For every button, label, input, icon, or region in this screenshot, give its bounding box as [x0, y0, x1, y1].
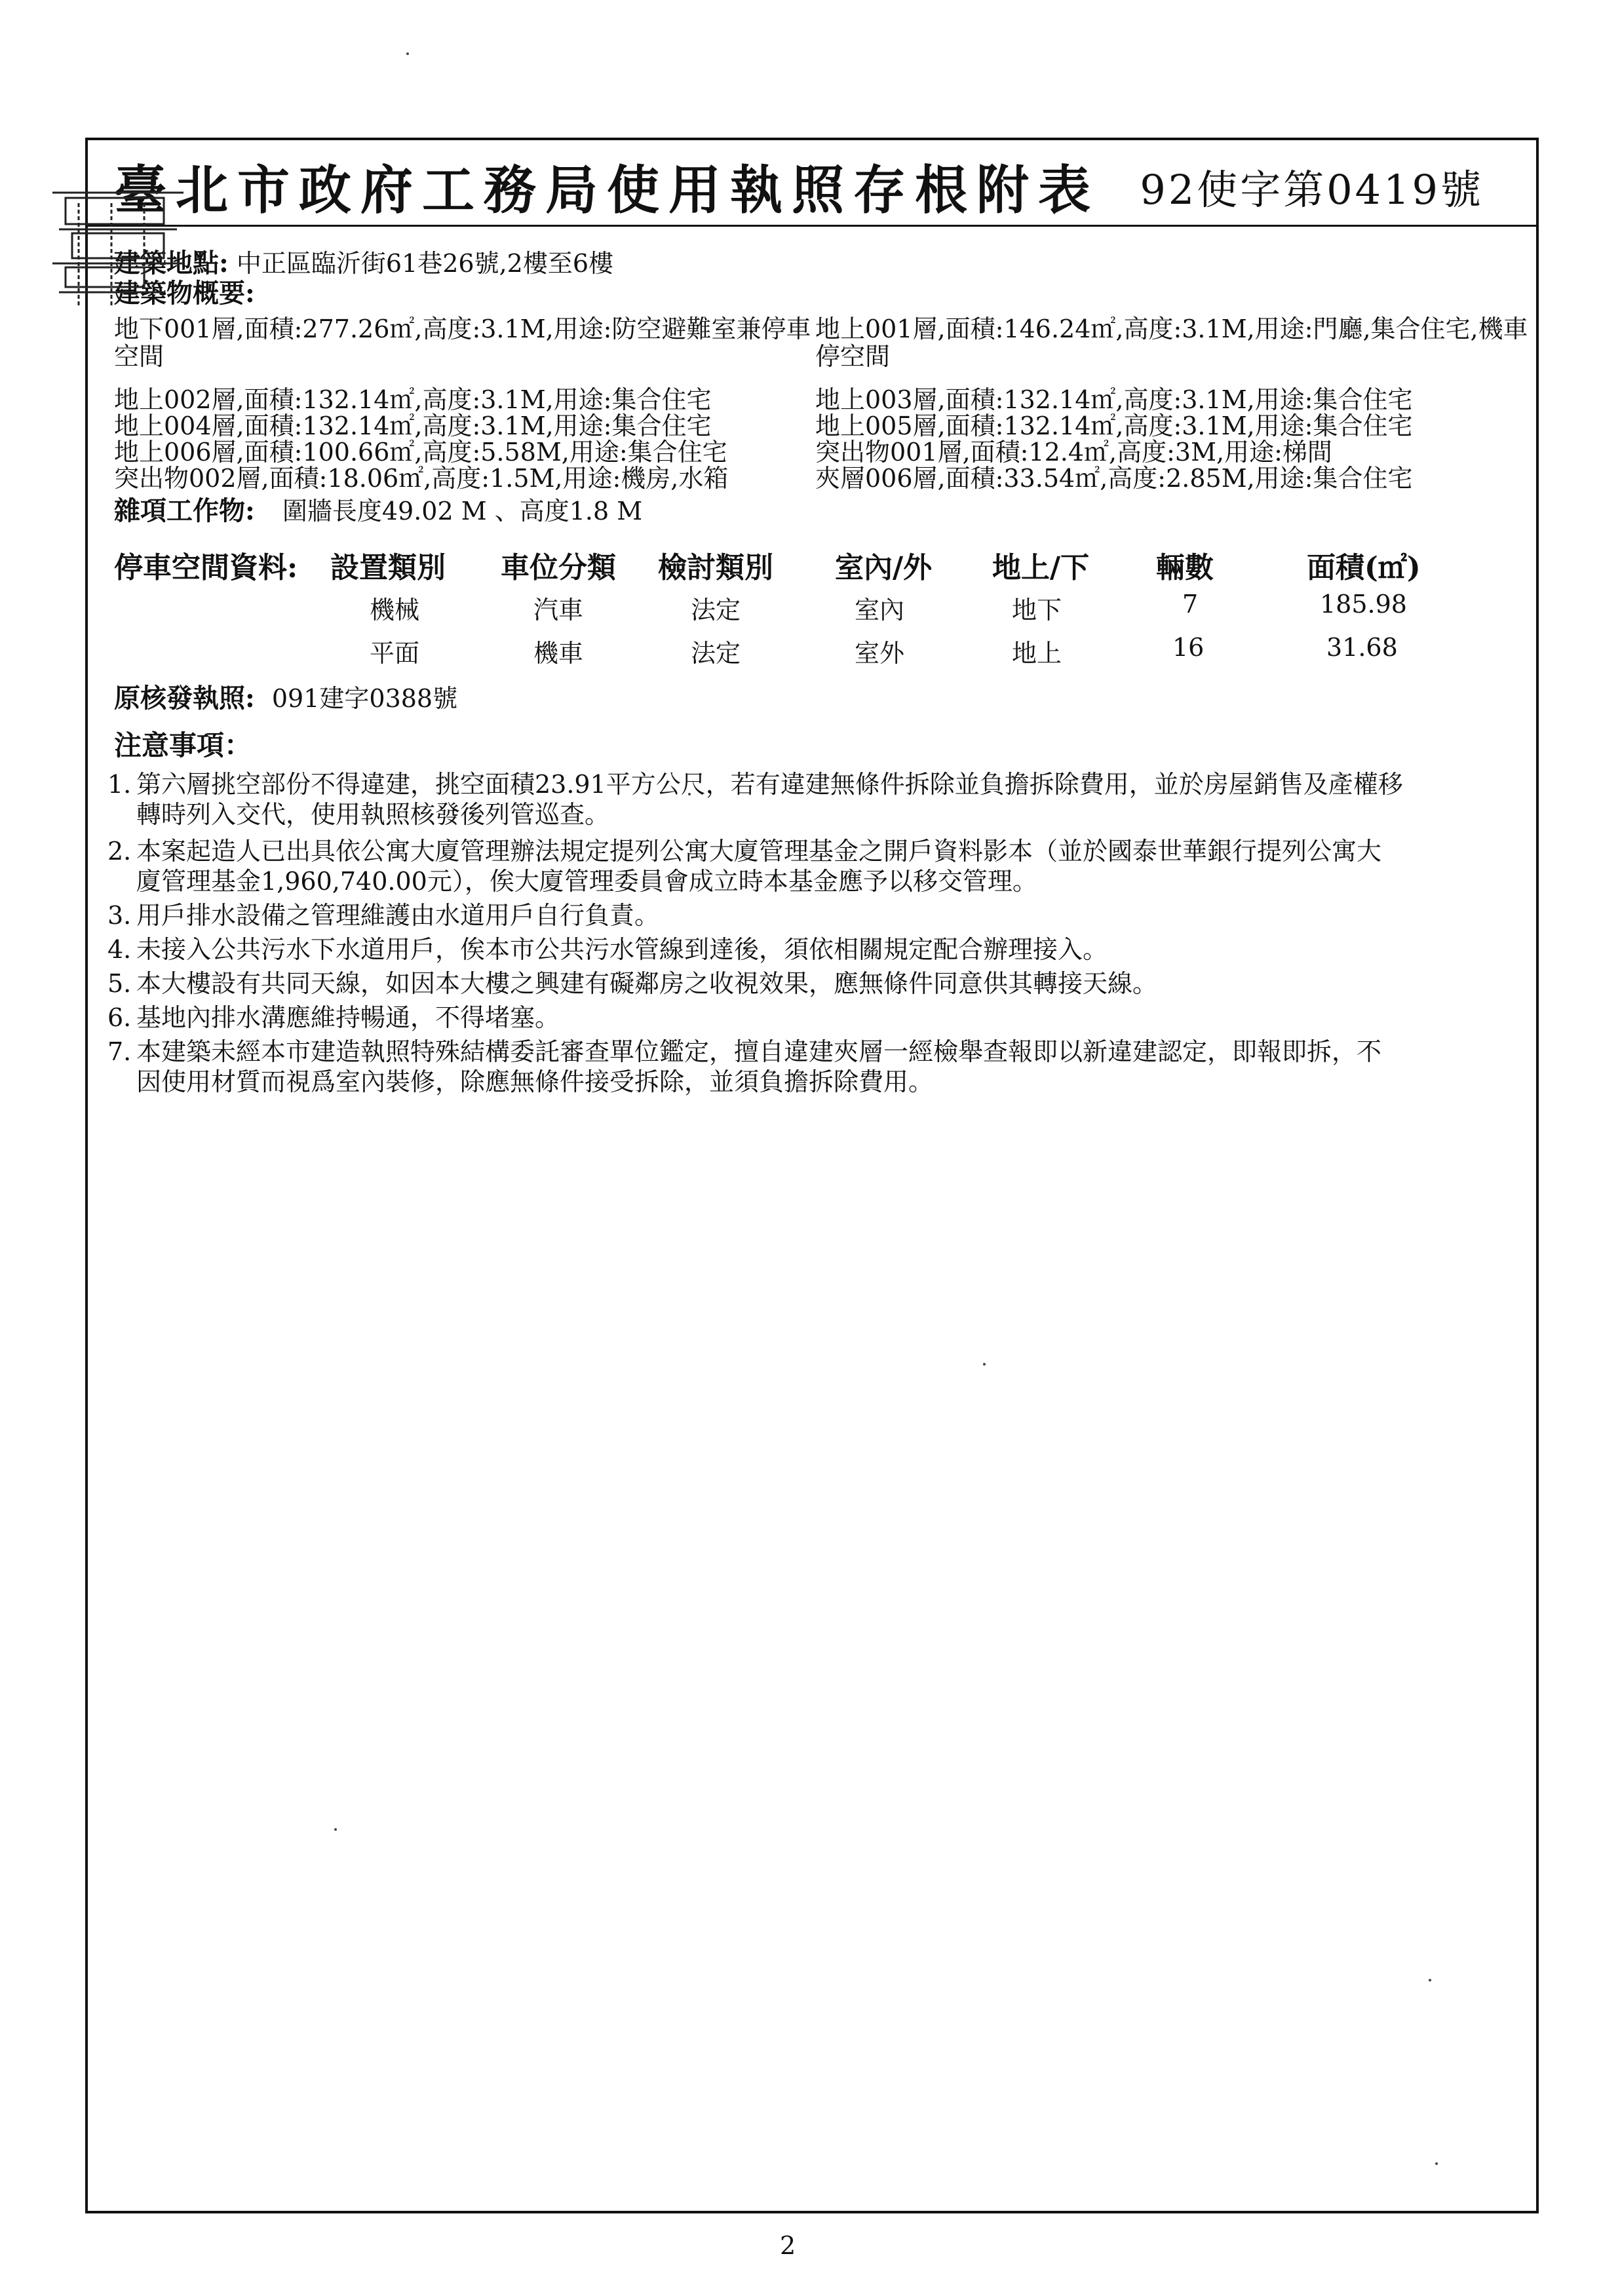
- original-permit-label: 原核發執照:: [114, 683, 255, 714]
- note-item: [107, 900, 1516, 930]
- parking-header-level: 地上/下: [992, 551, 1090, 584]
- note-number: 6.: [107, 1003, 132, 1032]
- note-item: [107, 934, 1516, 965]
- notes-label: 注意事項：: [114, 729, 252, 761]
- note-text-cont: 因使用材質而視爲室內裝修，除應無條件接受拆除，並須負擔拆除費用。: [136, 1067, 934, 1096]
- parking-cell: 185.98: [1320, 590, 1407, 619]
- parking-label: 停車空間資料:: [114, 551, 298, 584]
- parking-header-type: 設置類別: [330, 551, 446, 584]
- parking-cell: 法定: [691, 596, 741, 624]
- address-value: 中正區臨沂街61巷26號,2樓至6樓: [236, 249, 614, 278]
- title-row: [88, 140, 1536, 227]
- permit-number: 92使字第0419號: [1140, 166, 1484, 214]
- floor-5: 地上005層,面積:132.14㎡,高度:3.1M,用途:集合住宅: [815, 411, 1413, 440]
- misc-value: 圍牆長度49.02 M 、高度1.8 M: [282, 497, 643, 526]
- parking-header-vehicle: 車位分類: [501, 551, 616, 584]
- floor-1-cont: 停空間: [815, 342, 891, 371]
- rooftop-2: 突出物002層,面積:18.06㎡,高度:1.5M,用途:機房,水箱: [114, 464, 729, 493]
- floor-1: 地上001層,面積:146.24㎡,高度:3.1M,用途:門廳,集合住宅,機車: [815, 315, 1528, 343]
- note-text: 本案起造人已出具依公寓大廈管理辦法規定提列公寓大廈管理基金之開戶資料影本（並於國泰世華銀行提列公寓大: [136, 837, 1382, 866]
- parking-header-review: 檢討類別: [658, 551, 773, 584]
- parking-cell: 31.68: [1326, 633, 1398, 662]
- note-number: 5.: [107, 969, 132, 998]
- note-text-cont: 廈管理基金1,960,740.00元），俟大廈管理委員會成立時本基金應予以移交管理。: [136, 867, 1037, 896]
- note-number: 4.: [107, 935, 132, 964]
- archive-stamp: [52, 190, 190, 315]
- parking-cell: 地下: [1012, 596, 1062, 624]
- note-item: [107, 1037, 1516, 1097]
- scan-speck: [406, 52, 409, 55]
- rooftop-1: 突出物001層,面積:12.4㎡,高度:3M,用途:梯間: [815, 438, 1332, 467]
- note-item: [107, 769, 1516, 830]
- parking-header-indoor: 室內/外: [835, 551, 933, 584]
- floor-b1: 地下001層,面積:277.26㎡,高度:3.1M,用途:防空避難室兼停車: [114, 315, 811, 343]
- note-text: 基地內排水溝應維持暢通，不得堵塞。: [136, 1003, 560, 1032]
- floor-2: 地上002層,面積:132.14㎡,高度:3.1M,用途:集合住宅: [114, 385, 712, 414]
- parking-cell: 平面: [370, 639, 420, 668]
- note-number: 7.: [107, 1037, 132, 1066]
- note-item: [107, 836, 1516, 896]
- floor-3: 地上003層,面積:132.14㎡,高度:3.1M,用途:集合住宅: [815, 385, 1413, 414]
- page-number: 2: [780, 2231, 796, 2260]
- note-text: 第六層挑空部份不得違建，挑空面積23.91平方公尺，若有違建無條件拆除並負擔拆除費用，並於房屋銷售及產權移: [136, 770, 1403, 799]
- note-item: [107, 968, 1516, 999]
- note-number: 3.: [107, 901, 132, 930]
- note-text: 本大樓設有共同天線，如因本大樓之興建有礙鄰房之收視效果，應無條件同意供其轉接天線。: [136, 969, 1158, 998]
- document-title: 臺北市政府工務局使用執照存根附表: [114, 159, 1100, 221]
- parking-cell: 地上: [1012, 639, 1062, 668]
- original-permit-line: [114, 685, 457, 712]
- note-text: 本建築未經本市建造執照特殊結構委託審查單位鑑定，擅自違建夾層一經檢舉查報即以新違建認定，即報即拆，不: [136, 1037, 1382, 1066]
- note-text-cont: 轉時列入交代，使用執照核發後列管巡查。: [136, 800, 610, 829]
- parking-cell: 法定: [691, 639, 741, 668]
- parking-cell: 機械: [370, 596, 420, 624]
- misc-label: 雜項工作物:: [114, 495, 255, 526]
- parking-header-area: 面積(㎡): [1307, 551, 1421, 584]
- floor-4: 地上004層,面積:132.14㎡,高度:3.1M,用途:集合住宅: [114, 411, 712, 440]
- floor-b1-cont: 空間: [114, 342, 164, 371]
- note-item: [107, 1003, 1516, 1033]
- note-text: 未接入公共污水下水道用戶，俟本市公共污水管線到達後，須依相關規定配合辦理接入。: [136, 935, 1108, 964]
- document-frame: [85, 138, 1539, 2213]
- summary-label: 建築物概要:: [114, 278, 255, 309]
- original-permit-value: 091建字0388號: [271, 684, 458, 713]
- parking-cell: 16: [1172, 633, 1205, 662]
- note-text: 用戶排水設備之管理維護由水道用戶自行負責。: [136, 901, 660, 930]
- note-number: 2.: [107, 837, 132, 866]
- parking-header-count: 輛數: [1156, 551, 1214, 584]
- floor-6: 地上006層,面積:100.66㎡,高度:5.58M,用途:集合住宅: [114, 438, 727, 467]
- parking-cell: 機車: [533, 639, 584, 668]
- mezzanine-6: 夾層006層,面積:33.54㎡,高度:2.85M,用途:集合住宅: [815, 464, 1413, 493]
- parking-cell: 室內: [855, 596, 905, 624]
- note-number: 1.: [107, 770, 132, 799]
- parking-cell: 汽車: [533, 596, 584, 624]
- misc-line: [114, 495, 643, 526]
- address-label: 建築地點:: [114, 248, 229, 278]
- parking-cell: 7: [1182, 590, 1199, 619]
- parking-cell: 室外: [855, 639, 905, 668]
